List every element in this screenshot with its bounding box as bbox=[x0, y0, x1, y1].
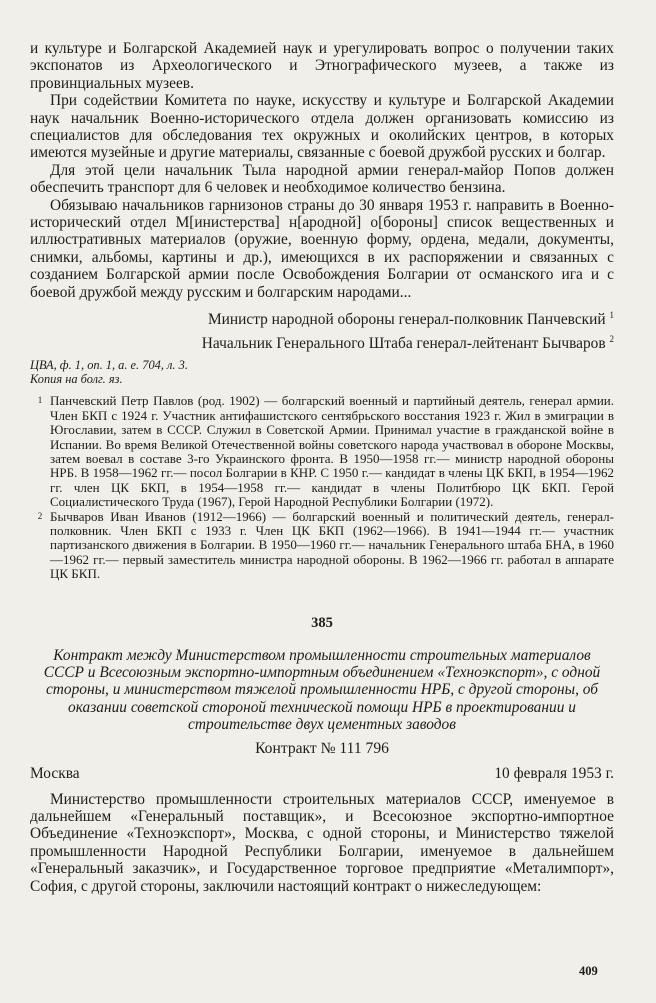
footnote-text: Панчевский Петр Павлов (род. 1902) — болгарский военный и партийный деятель, генерал армии. Член БКП с 1924 г. Участник антифашистского сентябрьского восстания 1923 г. Жил в эмиграции в Югославии, затем в СССР. Служил в Советской Армии. Принимал участие в гражданской войне в Испании. Во время Великой Отечественной войны советского народа участвовал в обороне Москвы, затем воевал в составе 3-го Украинского фронта. В 1950—1958 гг.— министр народной обороны НРБ. В 1958—1962 гг.— посол Болгарии в КНР. С 1950 г.— кандидат в члены ЦК БКП, в 1954—1962 гг. член ЦК БКП, в 1954—1958 гг.— кандидат в члены Политбюро ЦК БКП. Герой Социалистического Труда (1967), Герой Народной Республики Болгарии (1972). bbox=[50, 393, 614, 510]
signature-chief-text: Начальник Генерального Штаба генерал-лейтенант Бычваров bbox=[201, 334, 606, 352]
paragraph-garrisons: Обязываю начальников гарнизонов страны до 30 января 1953 г. направить в Военно-исторический отдел М[инистерства] н[ародной] о[бороны] список вещественных и иллюстративных материалов (оружие, военную форму, ордена, медали, документы, снимки, альбомы, картины и др.), имеющихся в их распоряжении и связанных с созданием Болгарской армии после Освобождения Болгарии от османского ига и с боевой дружбой между русским и болгарским народами... bbox=[30, 196, 614, 301]
contract-preamble: Министерство промышленности строительных материалов СССР, именуемое в дальнейшем «Генеральный поставщик», и Всесоюзное экспортно-импортное Объединение «Техноэкспорт», Москва, с одной стороны, и Министерство тяжелой промышленности Народной Республики Болгарии, именуемое в дальнейшем «Генеральный заказчик», и Государственное торговое предприятие «Металимпорт», София, с другой стороны, заключили настоящий контракт о нижеследующем: bbox=[30, 790, 614, 895]
archive-reference bbox=[30, 358, 614, 386]
footnotes bbox=[30, 394, 614, 581]
footnote-2 bbox=[30, 510, 614, 582]
footnote-text: Бычваров Иван Иванов (1912—1966) — болгарский военный и политический деятель, генерал-полковник. Член БКП с 1933 г. Член ЦК БКП (1962—1966). В 1941—1944 гг.— участник партизанского движения в Болгарии. В 1950—1960 гг.— начальник Генерального штаба БНА, в 1960—1962 гг.— первый заместитель министра народной обороны. В 1962—1966 гг. работал в аппарате ЦК БКП. bbox=[50, 508, 614, 582]
place: Москва bbox=[30, 764, 80, 782]
place-date-line bbox=[30, 765, 614, 783]
date: 10 февраля 1953 г. bbox=[494, 764, 614, 782]
archive-copy-note: Копия на болг. яз. bbox=[30, 372, 123, 387]
footnote-1 bbox=[30, 394, 614, 509]
footnote-mark: 2 bbox=[37, 510, 43, 521]
archive-line: ЦВА, ф. 1, оп. 1, а. е. 704, л. 3. bbox=[30, 358, 188, 373]
paragraph-continuation: и культуре и Болгарской Академией наук и урегулировать вопрос о получении таких экспонатов из Археологического и Этнографического музеев, а также из провинциальных музеев. bbox=[30, 40, 614, 92]
signature-chief-of-staff bbox=[30, 331, 614, 353]
footnote-ref-2: 2 bbox=[609, 333, 614, 344]
footnote-ref-1: 1 bbox=[609, 310, 614, 321]
footnote-mark: 1 bbox=[37, 395, 43, 406]
signature-minister bbox=[30, 307, 614, 329]
paragraph-commission: При содействии Комитета по науке, искусству и культуре и Болгарской Академии наук начальник Военно-исторического отдела должен организовать комиссию из специалистов для обследования тех окружных и околийских центров, в которых имеются музейные и другие материалы, связанные с боевой дружбой русских и болгар. bbox=[30, 92, 614, 162]
contract-heading: Контракт № 111 796 bbox=[255, 739, 389, 757]
signature-minister-text: Министр народной обороны генерал-полковник Панчевский bbox=[208, 311, 606, 329]
document-title: Контракт между Министерством промышленности строительных материалов СССР и Всесоюзным экспортно-импортным объединением «Техноэкспорт», с одной стороны, и министерством тяжелой промышленности НРБ, с другой стороны, об оказании советской стороной технической помощи НРБ в проектировании и строительстве двух цементных заводов bbox=[43, 646, 601, 734]
page-number: 409 bbox=[579, 964, 598, 978]
document-page bbox=[30, 40, 614, 895]
document-number: 385 bbox=[311, 614, 333, 631]
paragraph-transport: Для этой цели начальник Тыла народной армии генерал-майор Попов должен обеспечить транспорт для 6 человек и необходимое количество бензина. bbox=[30, 161, 614, 197]
